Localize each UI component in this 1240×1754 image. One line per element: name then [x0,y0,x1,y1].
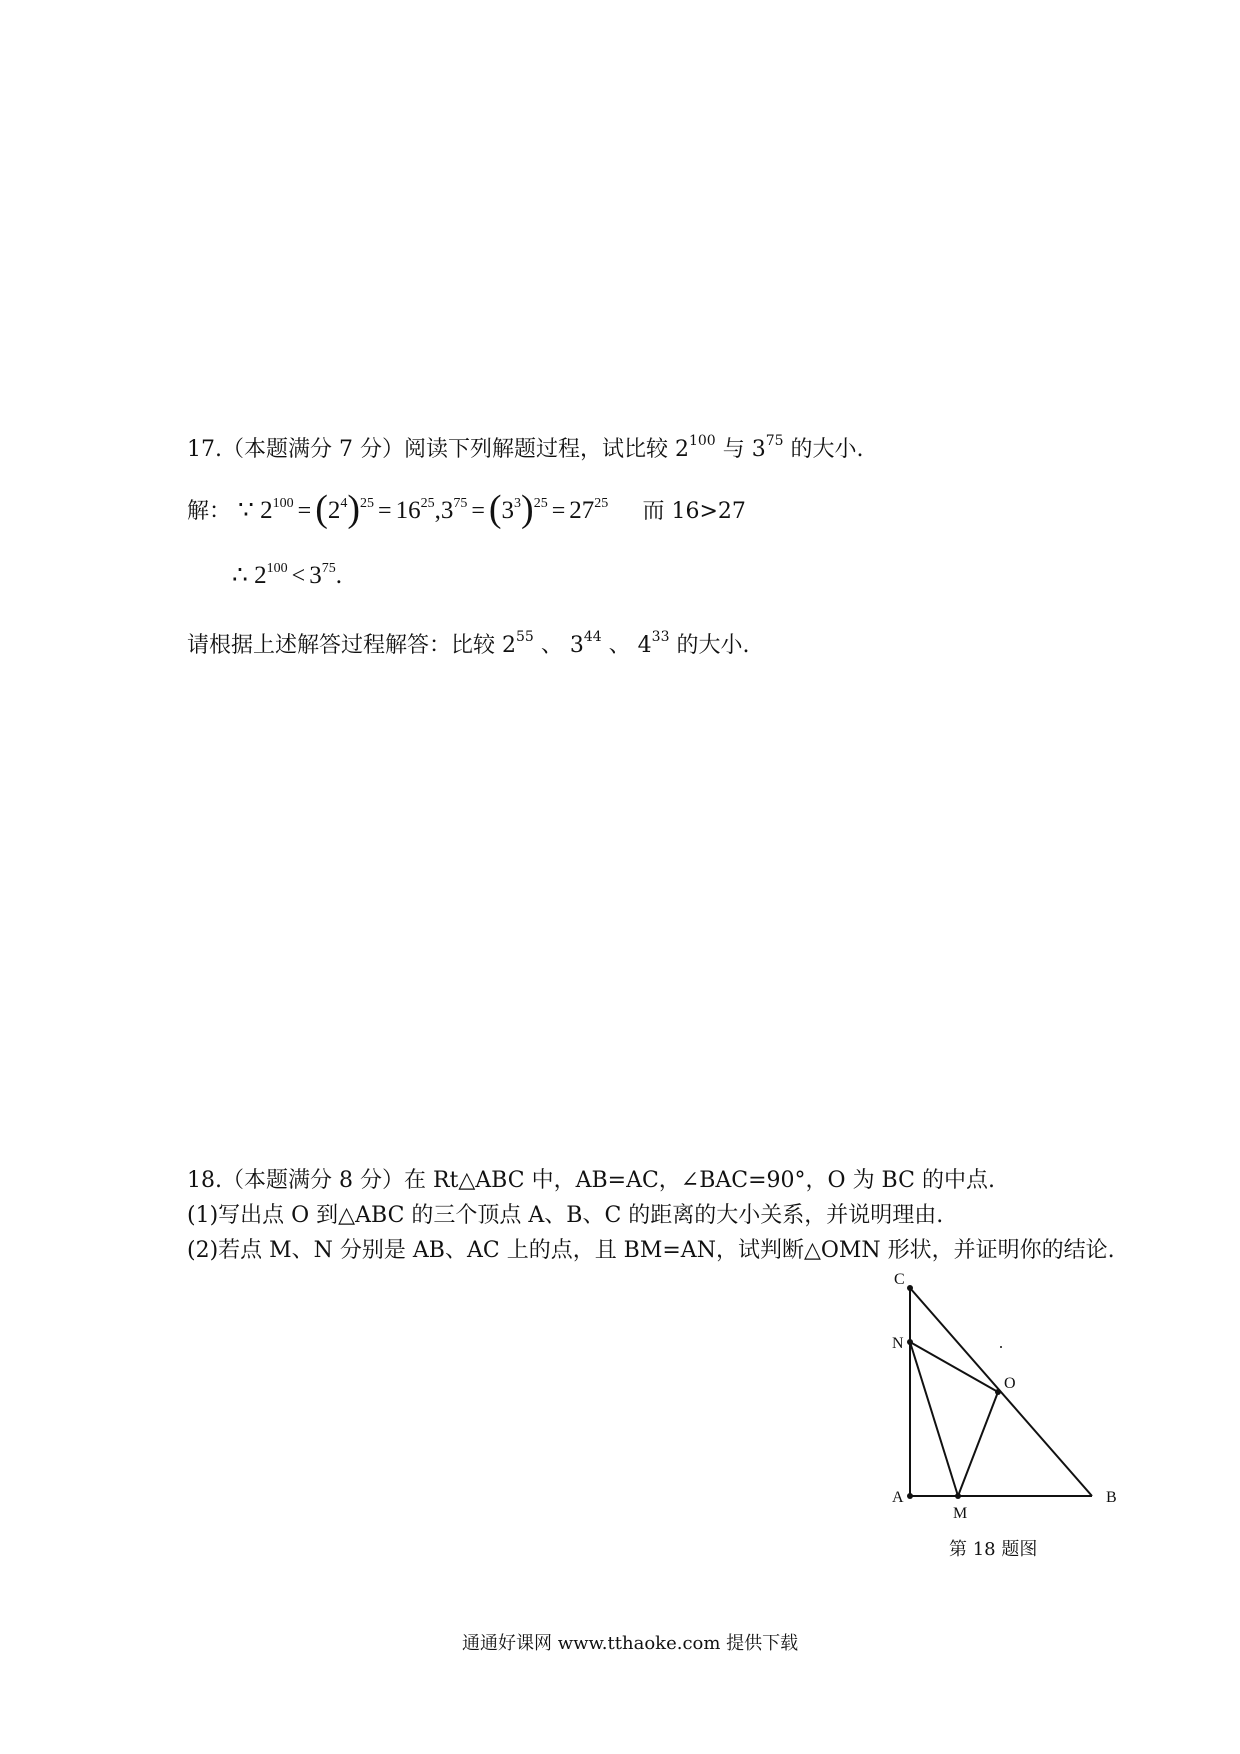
q17-solution-line: 解： ∵ $2^{100} = (2^4)^{25} = 16^{25},3^{75} = (3^3)^{25} = 27^{25}$ 而 16>27 [187,488,746,530]
q18-figure-caption: 第 18 题图 [949,1539,1038,1560]
point-a [907,1493,913,1499]
q17-task: 请根据上述解答过程解答：比较 $2^{55}$ 、 $3^{44}$ 、 $4^{33}$ 的大小. [187,629,750,658]
point-m [955,1493,961,1499]
speck-mark [1000,1346,1002,1348]
point-o [995,1389,1001,1395]
page-footer: 通通好课网 www.tthaoke.com 提供下载 [462,1633,799,1654]
q17-compare-text: 而 16>27 [642,499,746,524]
label-a: A [892,1489,904,1506]
segment-mo [958,1392,998,1496]
q17-equation: ∵ $2^{100} = (2^4)^{25} = 16^{25},3^{75} = (3^3)^{25} = 27^{25}$ [238,488,609,530]
label-b: B [1106,1489,1117,1506]
point-n [907,1339,913,1345]
q18-part1: (1)写出点 O 到△ABC 的三个顶点 A、B、C 的距离的大小关系，并说明理由. [187,1203,944,1228]
q17-conclusion: ∴ $2^{100} < 3^{75}$. [232,561,342,589]
label-o: O [1004,1375,1016,1392]
label-n: N [892,1335,904,1352]
label-m: M [953,1505,968,1522]
q18-title: 18.（本题满分 8 分）在 Rt△ABC 中，AB=AC，∠BAC=90°，O 为 BC 的中点. [187,1168,995,1193]
point-c [907,1285,913,1291]
q17-title: 17.（本题满分 7 分）阅读下列解题过程，试比较 $2^{100}$ 与 $3^{75}$ 的大小. [187,433,864,462]
q18-figure [870,1262,1140,1542]
q18-part2: (2)若点 M、N 分别是 AB、AC 上的点，且 BM=AN，试判断△OMN 形状，并证明你的结论. [187,1238,1115,1263]
label-c: C [894,1271,905,1288]
